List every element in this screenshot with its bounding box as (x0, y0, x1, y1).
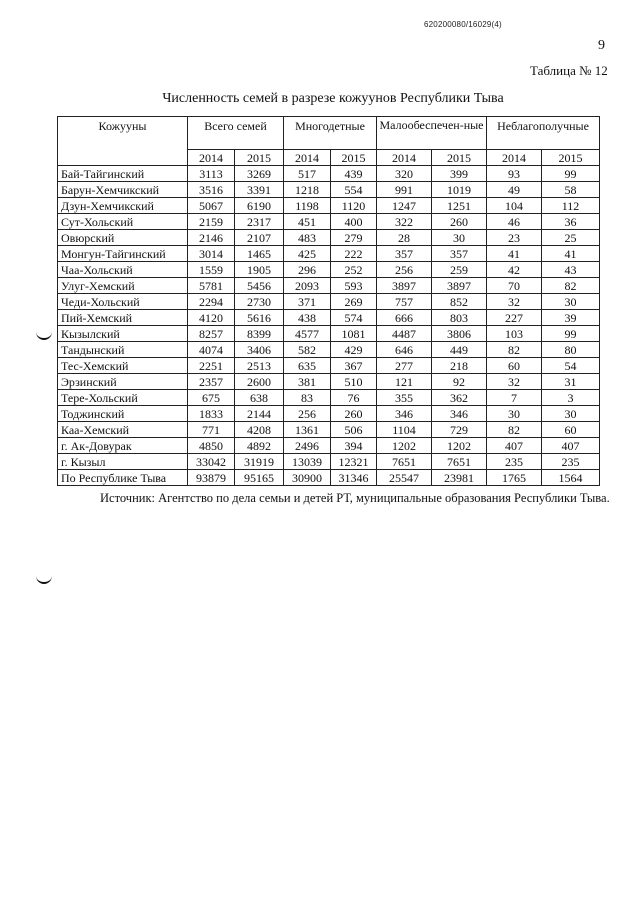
value-cell: 2146 (188, 230, 235, 246)
value-cell: 235 (542, 454, 600, 470)
value-cell: 3897 (377, 278, 432, 294)
region-name-cell: г. Кызыл (58, 454, 188, 470)
value-cell: 7651 (377, 454, 432, 470)
header-large-families: Многодетные (284, 117, 377, 150)
region-name-cell: г. Ак-Довурак (58, 438, 188, 454)
value-cell: 3516 (188, 182, 235, 198)
value-cell: 259 (432, 262, 487, 278)
value-cell: 1247 (377, 198, 432, 214)
region-name-cell: Эрзинский (58, 374, 188, 390)
value-cell: 771 (188, 422, 235, 438)
value-cell: 346 (377, 406, 432, 422)
value-cell: 2144 (235, 406, 284, 422)
value-cell: 30 (542, 406, 600, 422)
value-cell: 46 (487, 214, 542, 230)
value-cell: 1120 (331, 198, 377, 214)
region-name-cell: Улуг-Хемский (58, 278, 188, 294)
value-cell: 646 (377, 342, 432, 358)
value-cell: 506 (331, 422, 377, 438)
year-cell: 2015 (432, 150, 487, 166)
value-cell: 58 (542, 182, 600, 198)
value-cell: 1559 (188, 262, 235, 278)
value-cell: 1905 (235, 262, 284, 278)
value-cell: 30900 (284, 470, 331, 486)
value-cell: 574 (331, 310, 377, 326)
value-cell: 93 (487, 166, 542, 182)
value-cell: 362 (432, 390, 487, 406)
value-cell: 82 (542, 278, 600, 294)
table-row (58, 422, 600, 438)
value-cell: 357 (377, 246, 432, 262)
margin-mark (36, 330, 52, 340)
year-cell: 2015 (331, 150, 377, 166)
value-cell: 346 (432, 406, 487, 422)
value-cell: 399 (432, 166, 487, 182)
value-cell: 4850 (188, 438, 235, 454)
value-cell: 60 (487, 358, 542, 374)
table-row (58, 358, 600, 374)
value-cell: 1833 (188, 406, 235, 422)
table-row (58, 374, 600, 390)
value-cell: 30 (432, 230, 487, 246)
value-cell: 25547 (377, 470, 432, 486)
value-cell: 31 (542, 374, 600, 390)
region-name-cell: Чаа-Хольский (58, 262, 188, 278)
value-cell: 554 (331, 182, 377, 198)
region-name-cell: Пий-Хемский (58, 310, 188, 326)
value-cell: 3406 (235, 342, 284, 358)
region-name-cell: Овюрский (58, 230, 188, 246)
value-cell: 593 (331, 278, 377, 294)
value-cell: 76 (331, 390, 377, 406)
value-cell: 394 (331, 438, 377, 454)
value-cell: 991 (377, 182, 432, 198)
table-row (58, 470, 600, 486)
value-cell: 2496 (284, 438, 331, 454)
value-cell: 438 (284, 310, 331, 326)
table-row (58, 182, 600, 198)
value-cell: 517 (284, 166, 331, 182)
value-cell: 5781 (188, 278, 235, 294)
value-cell: 33042 (188, 454, 235, 470)
region-name-cell: Тоджинский (58, 406, 188, 422)
value-cell: 1081 (331, 326, 377, 342)
value-cell: 49 (487, 182, 542, 198)
value-cell: 1104 (377, 422, 432, 438)
value-cell: 1765 (487, 470, 542, 486)
value-cell: 1251 (432, 198, 487, 214)
table-row (58, 390, 600, 406)
value-cell: 757 (377, 294, 432, 310)
value-cell: 82 (487, 422, 542, 438)
value-cell: 80 (542, 342, 600, 358)
value-cell: 1198 (284, 198, 331, 214)
value-cell: 4074 (188, 342, 235, 358)
value-cell: 2251 (188, 358, 235, 374)
value-cell: 381 (284, 374, 331, 390)
value-cell: 439 (331, 166, 377, 182)
region-name-cell: Тес-Хемский (58, 358, 188, 374)
value-cell: 1202 (432, 438, 487, 454)
value-cell: 83 (284, 390, 331, 406)
value-cell: 82 (487, 342, 542, 358)
value-cell: 355 (377, 390, 432, 406)
value-cell: 510 (331, 374, 377, 390)
table-row (58, 230, 600, 246)
value-cell: 121 (377, 374, 432, 390)
region-name-cell: Каа-Хемский (58, 422, 188, 438)
value-cell: 3269 (235, 166, 284, 182)
value-cell: 95165 (235, 470, 284, 486)
value-cell: 357 (432, 246, 487, 262)
value-cell: 104 (487, 198, 542, 214)
value-cell: 400 (331, 214, 377, 230)
year-cell: 2014 (284, 150, 331, 166)
families-table (57, 116, 600, 486)
value-cell: 54 (542, 358, 600, 374)
value-cell: 852 (432, 294, 487, 310)
table-row (58, 342, 600, 358)
value-cell: 256 (284, 406, 331, 422)
year-cell: 2014 (487, 150, 542, 166)
value-cell: 2317 (235, 214, 284, 230)
value-cell: 92 (432, 374, 487, 390)
value-cell: 277 (377, 358, 432, 374)
region-name-cell: Монгун-Тайгинский (58, 246, 188, 262)
table-row (58, 166, 600, 182)
value-cell: 260 (331, 406, 377, 422)
value-cell: 25 (542, 230, 600, 246)
value-cell: 2730 (235, 294, 284, 310)
value-cell: 41 (542, 246, 600, 262)
margin-mark (36, 574, 52, 584)
value-cell: 279 (331, 230, 377, 246)
document-id: 620200080/16029(4) (424, 20, 502, 29)
value-cell: 1564 (542, 470, 600, 486)
year-cell: 2014 (377, 150, 432, 166)
table-row (58, 246, 600, 262)
value-cell: 2159 (188, 214, 235, 230)
value-cell: 4487 (377, 326, 432, 342)
header-total: Всего семей (188, 117, 284, 150)
source-note: Источник: Агентство по дела семьи и детей РТ, муниципальные образования Республики Тыва. (100, 491, 610, 505)
value-cell: 1218 (284, 182, 331, 198)
value-cell: 222 (331, 246, 377, 262)
value-cell: 8399 (235, 326, 284, 342)
table-row (58, 198, 600, 214)
value-cell: 371 (284, 294, 331, 310)
table-row (58, 294, 600, 310)
value-cell: 12321 (331, 454, 377, 470)
value-cell: 23 (487, 230, 542, 246)
value-cell: 31346 (331, 470, 377, 486)
region-name-cell: Бай-Тайгинский (58, 166, 188, 182)
header-low-income: Малообеспечен-ные (377, 117, 487, 150)
value-cell: 252 (331, 262, 377, 278)
value-cell: 2093 (284, 278, 331, 294)
value-cell: 218 (432, 358, 487, 374)
value-cell: 99 (542, 166, 600, 182)
header-region: Кожууны (58, 117, 188, 166)
value-cell: 5456 (235, 278, 284, 294)
table-body (58, 166, 600, 486)
table-row (58, 406, 600, 422)
value-cell: 2600 (235, 374, 284, 390)
table-row (58, 310, 600, 326)
value-cell: 103 (487, 326, 542, 342)
value-cell: 2513 (235, 358, 284, 374)
value-cell: 93879 (188, 470, 235, 486)
year-cell: 2014 (188, 150, 235, 166)
value-cell: 70 (487, 278, 542, 294)
value-cell: 4208 (235, 422, 284, 438)
region-name-cell: Сут-Хольский (58, 214, 188, 230)
value-cell: 39 (542, 310, 600, 326)
value-cell: 7 (487, 390, 542, 406)
value-cell: 4120 (188, 310, 235, 326)
value-cell: 367 (331, 358, 377, 374)
value-cell: 296 (284, 262, 331, 278)
value-cell: 269 (331, 294, 377, 310)
value-cell: 3113 (188, 166, 235, 182)
header-troubled: Неблагополучные (487, 117, 600, 150)
value-cell: 3806 (432, 326, 487, 342)
value-cell: 675 (188, 390, 235, 406)
value-cell: 32 (487, 294, 542, 310)
value-cell: 429 (331, 342, 377, 358)
value-cell: 320 (377, 166, 432, 182)
value-cell: 483 (284, 230, 331, 246)
region-name-cell: По Республике Тыва (58, 470, 188, 486)
value-cell: 32 (487, 374, 542, 390)
value-cell: 407 (542, 438, 600, 454)
value-cell: 425 (284, 246, 331, 262)
value-cell: 803 (432, 310, 487, 326)
value-cell: 42 (487, 262, 542, 278)
value-cell: 28 (377, 230, 432, 246)
value-cell: 99 (542, 326, 600, 342)
value-cell: 666 (377, 310, 432, 326)
value-cell: 31919 (235, 454, 284, 470)
value-cell: 449 (432, 342, 487, 358)
value-cell: 582 (284, 342, 331, 358)
value-cell: 1019 (432, 182, 487, 198)
value-cell: 3897 (432, 278, 487, 294)
value-cell: 256 (377, 262, 432, 278)
value-cell: 4577 (284, 326, 331, 342)
value-cell: 3391 (235, 182, 284, 198)
region-name-cell: Кызылский (58, 326, 188, 342)
value-cell: 43 (542, 262, 600, 278)
table-row (58, 262, 600, 278)
value-cell: 8257 (188, 326, 235, 342)
value-cell: 36 (542, 214, 600, 230)
value-cell: 227 (487, 310, 542, 326)
value-cell: 635 (284, 358, 331, 374)
value-cell: 407 (487, 438, 542, 454)
value-cell: 5616 (235, 310, 284, 326)
value-cell: 2294 (188, 294, 235, 310)
year-cell: 2015 (542, 150, 600, 166)
table-row (58, 326, 600, 342)
table-row (58, 214, 600, 230)
value-cell: 451 (284, 214, 331, 230)
value-cell: 638 (235, 390, 284, 406)
value-cell: 4892 (235, 438, 284, 454)
value-cell: 112 (542, 198, 600, 214)
region-name-cell: Чеди-Хольский (58, 294, 188, 310)
value-cell: 7651 (432, 454, 487, 470)
value-cell: 260 (432, 214, 487, 230)
table-row (58, 454, 600, 470)
value-cell: 60 (542, 422, 600, 438)
table-title: Численность семей в разрезе кожуунов Республики Тыва (162, 91, 504, 106)
value-cell: 1465 (235, 246, 284, 262)
value-cell: 6190 (235, 198, 284, 214)
table-row (58, 438, 600, 454)
value-cell: 30 (487, 406, 542, 422)
value-cell: 30 (542, 294, 600, 310)
region-name-cell: Дзун-Хемчикский (58, 198, 188, 214)
value-cell: 23981 (432, 470, 487, 486)
region-name-cell: Барун-Хемчикский (58, 182, 188, 198)
value-cell: 729 (432, 422, 487, 438)
table-number: Таблица № 12 (530, 63, 608, 78)
value-cell: 1361 (284, 422, 331, 438)
header-row (58, 117, 600, 150)
table-row (58, 278, 600, 294)
region-name-cell: Тере-Хольский (58, 390, 188, 406)
value-cell: 1202 (377, 438, 432, 454)
value-cell: 2357 (188, 374, 235, 390)
region-name-cell: Тандынский (58, 342, 188, 358)
year-cell: 2015 (235, 150, 284, 166)
value-cell: 235 (487, 454, 542, 470)
value-cell: 2107 (235, 230, 284, 246)
value-cell: 13039 (284, 454, 331, 470)
page-number: 9 (598, 38, 605, 53)
value-cell: 3 (542, 390, 600, 406)
value-cell: 3014 (188, 246, 235, 262)
value-cell: 322 (377, 214, 432, 230)
value-cell: 41 (487, 246, 542, 262)
value-cell: 5067 (188, 198, 235, 214)
